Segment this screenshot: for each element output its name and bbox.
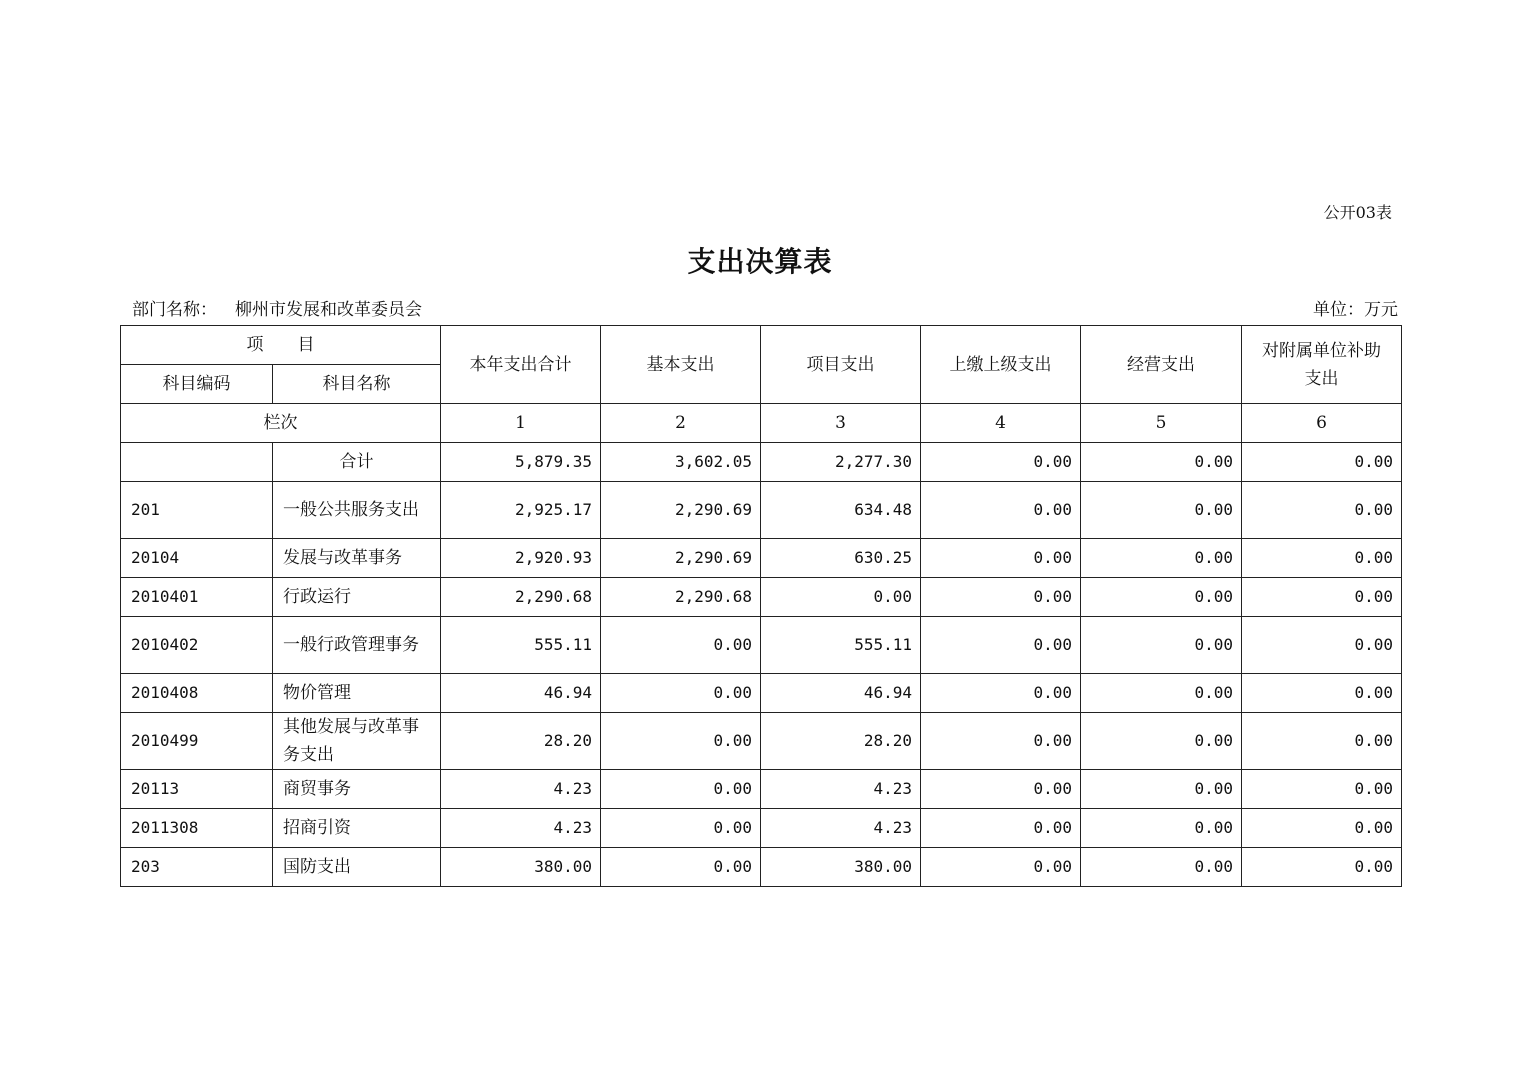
amount-cell: 0.00 bbox=[1081, 770, 1242, 809]
index-number: 4 bbox=[921, 404, 1081, 443]
subject-name: 招商引资 bbox=[273, 809, 441, 848]
amount-cell: 380.00 bbox=[761, 848, 921, 887]
amount-cell: 2,920.93 bbox=[441, 539, 601, 578]
sub-header-name: 科目名称 bbox=[273, 365, 441, 404]
index-number: 6 bbox=[1242, 404, 1402, 443]
department-name: 柳州市发展和改革委员会 bbox=[235, 300, 422, 320]
amount-cell: 0.00 bbox=[1242, 617, 1402, 674]
total-value: 0.00 bbox=[921, 443, 1081, 482]
subject-code: 20104 bbox=[121, 539, 273, 578]
column-header: 基本支出 bbox=[601, 326, 761, 404]
amount-cell: 0.00 bbox=[921, 770, 1081, 809]
amount-cell: 0.00 bbox=[921, 482, 1081, 539]
amount-cell: 0.00 bbox=[1242, 539, 1402, 578]
amount-cell: 28.20 bbox=[761, 713, 921, 770]
group-header: 项 目 bbox=[121, 326, 441, 365]
subject-name: 发展与改革事务 bbox=[273, 539, 441, 578]
amount-cell: 2,290.68 bbox=[601, 578, 761, 617]
sub-header-code: 科目编码 bbox=[121, 365, 273, 404]
amount-cell: 0.00 bbox=[921, 809, 1081, 848]
table-row bbox=[121, 539, 1402, 578]
subject-name: 其他发展与改革事务支出 bbox=[273, 713, 441, 770]
column-header: 本年支出合计 bbox=[441, 326, 601, 404]
table-row bbox=[121, 713, 1402, 770]
page-title: 支出决算表 bbox=[687, 245, 833, 278]
total-code-cell bbox=[121, 443, 273, 482]
index-label: 栏次 bbox=[121, 404, 441, 443]
amount-cell: 0.00 bbox=[601, 809, 761, 848]
amount-cell: 2,290.69 bbox=[601, 539, 761, 578]
total-value: 0.00 bbox=[1242, 443, 1402, 482]
amount-cell: 0.00 bbox=[1081, 674, 1242, 713]
amount-cell: 0.00 bbox=[601, 770, 761, 809]
total-row bbox=[121, 443, 1402, 482]
amount-cell: 380.00 bbox=[441, 848, 601, 887]
amount-cell: 2,290.69 bbox=[601, 482, 761, 539]
amount-cell: 0.00 bbox=[601, 674, 761, 713]
subject-name: 一般行政管理事务 bbox=[273, 617, 441, 674]
amount-cell: 630.25 bbox=[761, 539, 921, 578]
table-row bbox=[121, 578, 1402, 617]
amount-cell: 0.00 bbox=[1081, 809, 1242, 848]
subject-code: 2010499 bbox=[121, 713, 273, 770]
index-number: 3 bbox=[761, 404, 921, 443]
column-header: 上缴上级支出 bbox=[921, 326, 1081, 404]
table-row bbox=[121, 770, 1402, 809]
subject-name: 国防支出 bbox=[273, 848, 441, 887]
amount-cell: 0.00 bbox=[921, 617, 1081, 674]
amount-cell: 0.00 bbox=[1242, 674, 1402, 713]
amount-cell: 2,925.17 bbox=[441, 482, 601, 539]
amount-cell: 4.23 bbox=[441, 809, 601, 848]
amount-cell: 555.11 bbox=[441, 617, 601, 674]
amount-cell: 28.20 bbox=[441, 713, 601, 770]
subject-name: 物价管理 bbox=[273, 674, 441, 713]
amount-cell: 634.48 bbox=[761, 482, 921, 539]
subject-name: 行政运行 bbox=[273, 578, 441, 617]
department-label: 部门名称： bbox=[132, 300, 217, 320]
amount-cell: 0.00 bbox=[921, 713, 1081, 770]
amount-cell: 4.23 bbox=[761, 770, 921, 809]
index-number: 5 bbox=[1081, 404, 1242, 443]
total-value: 0.00 bbox=[1081, 443, 1242, 482]
table-row bbox=[121, 617, 1402, 674]
amount-cell: 0.00 bbox=[601, 848, 761, 887]
form-code: 公开03表 bbox=[1323, 203, 1392, 222]
amount-cell: 0.00 bbox=[1242, 482, 1402, 539]
amount-cell: 0.00 bbox=[1242, 578, 1402, 617]
amount-cell: 2,290.68 bbox=[441, 578, 601, 617]
index-number: 1 bbox=[441, 404, 601, 443]
total-value: 2,277.30 bbox=[761, 443, 921, 482]
amount-cell: 0.00 bbox=[601, 617, 761, 674]
table-row bbox=[121, 674, 1402, 713]
amount-cell: 0.00 bbox=[921, 539, 1081, 578]
subject-code: 2010402 bbox=[121, 617, 273, 674]
table-row bbox=[121, 809, 1402, 848]
amount-cell: 4.23 bbox=[441, 770, 601, 809]
column-header: 对附属单位补助支出 bbox=[1242, 326, 1402, 404]
amount-cell: 0.00 bbox=[921, 674, 1081, 713]
unit-label: 单位：万元 bbox=[1313, 300, 1398, 320]
total-value: 3,602.05 bbox=[601, 443, 761, 482]
amount-cell: 555.11 bbox=[761, 617, 921, 674]
amount-cell: 46.94 bbox=[441, 674, 601, 713]
amount-cell: 0.00 bbox=[1081, 578, 1242, 617]
amount-cell: 0.00 bbox=[1081, 539, 1242, 578]
expenditure-table bbox=[120, 325, 1402, 887]
department bbox=[132, 295, 422, 320]
amount-cell: 0.00 bbox=[1242, 770, 1402, 809]
amount-cell: 0.00 bbox=[1081, 848, 1242, 887]
total-label: 合计 bbox=[273, 443, 441, 482]
amount-cell: 0.00 bbox=[921, 578, 1081, 617]
subject-code: 2011308 bbox=[121, 809, 273, 848]
amount-cell: 4.23 bbox=[761, 809, 921, 848]
subject-code: 2010408 bbox=[121, 674, 273, 713]
subject-code: 20113 bbox=[121, 770, 273, 809]
table-row bbox=[121, 848, 1402, 887]
total-value: 5,879.35 bbox=[441, 443, 601, 482]
amount-cell: 0.00 bbox=[1081, 482, 1242, 539]
subject-code: 201 bbox=[121, 482, 273, 539]
table-row bbox=[121, 482, 1402, 539]
subject-code: 2010401 bbox=[121, 578, 273, 617]
subject-name: 商贸事务 bbox=[273, 770, 441, 809]
amount-cell: 0.00 bbox=[761, 578, 921, 617]
amount-cell: 0.00 bbox=[1081, 713, 1242, 770]
subject-name: 一般公共服务支出 bbox=[273, 482, 441, 539]
amount-cell: 46.94 bbox=[761, 674, 921, 713]
amount-cell: 0.00 bbox=[1242, 809, 1402, 848]
amount-cell: 0.00 bbox=[601, 713, 761, 770]
amount-cell: 0.00 bbox=[1242, 713, 1402, 770]
column-header: 经营支出 bbox=[1081, 326, 1242, 404]
column-header: 项目支出 bbox=[761, 326, 921, 404]
amount-cell: 0.00 bbox=[1081, 617, 1242, 674]
index-number: 2 bbox=[601, 404, 761, 443]
subject-code: 203 bbox=[121, 848, 273, 887]
amount-cell: 0.00 bbox=[921, 848, 1081, 887]
amount-cell: 0.00 bbox=[1242, 848, 1402, 887]
